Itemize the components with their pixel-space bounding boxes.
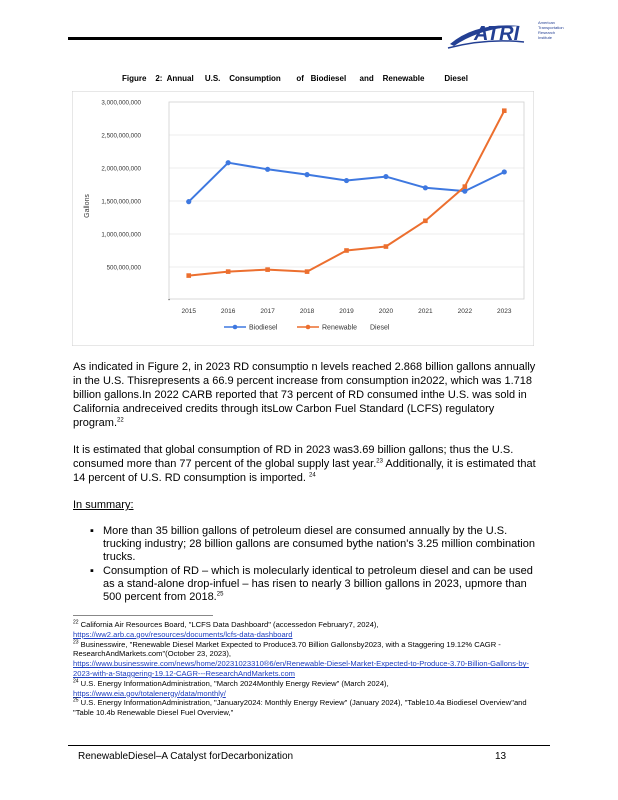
x-tick-label: 2020	[378, 308, 394, 315]
page-number: 13	[495, 751, 507, 762]
footnote-ref: 25	[216, 591, 224, 598]
footnote-ref: 22	[117, 417, 124, 424]
y-axis-label: Gallons	[84, 194, 91, 218]
logo-tagline-line: Research	[538, 30, 556, 35]
footnote-25	[73, 698, 543, 718]
x-tick-label: 2022	[457, 308, 473, 315]
x-tick-label: 2023	[497, 308, 512, 315]
y-tick-label: 500,000,000	[106, 264, 141, 272]
bullet-icon: ▪	[90, 525, 94, 537]
header-rule	[68, 37, 442, 40]
data-point-biodiesel	[502, 169, 507, 174]
footnote-text: Businesswire, "Renewable Diesel Market Expected to Produce3.70 Billion Gallonsby2023, with a Staggering 19.12% CAGR - ResearchAndMarkets.com"(October 23, 2023),	[73, 639, 501, 659]
logo-tagline-line: Institute	[538, 35, 553, 40]
footnote-text: U.S. Energy InformationAdministration, "March 2024Monthly Energy Review" (March 2024),	[78, 678, 389, 688]
x-tick-label: 2021	[418, 308, 433, 315]
x-tick-label: 2018	[299, 308, 315, 315]
data-point-renewable-diesel	[344, 248, 349, 253]
data-point-biodiesel	[344, 178, 349, 183]
y-tick-label: 2,000,000,000	[101, 165, 141, 173]
data-point-biodiesel	[186, 199, 191, 204]
y-tick-label: 1,500,000,000	[101, 198, 141, 206]
paragraph-rd-consumption	[73, 360, 543, 430]
data-point-renewable-diesel	[423, 219, 428, 224]
data-point-biodiesel	[423, 185, 428, 190]
footnote-number: 23	[73, 639, 79, 646]
data-point-biodiesel	[383, 174, 388, 179]
legend-label-diesel: Diesel	[370, 324, 390, 332]
footnote-link[interactable]: https://ww2.arb.ca.gov/resources/documents/lcfs-data-dashboard	[73, 629, 293, 639]
paragraph-global-consumption	[73, 443, 543, 485]
footnote-22	[73, 620, 543, 640]
y-zero-label: -	[167, 296, 171, 304]
footer-rule	[68, 745, 550, 746]
data-point-renewable-diesel	[265, 267, 270, 272]
footnote-text: California Air Resources Board, "LCFS Data Dashboard" (accessedon February7, 2024),	[78, 620, 379, 629]
legend-marker-biodiesel	[233, 325, 238, 330]
footnote-24	[73, 679, 543, 699]
list-item	[90, 565, 538, 604]
footnotes	[73, 620, 543, 718]
footnote-ref: 23	[376, 458, 383, 465]
footnote-text: U.S. Energy InformationAdministration, "January2024: Monthly Energy Review" (January 2024), "Table10.4a Biodiesel Overview"and "Table 10.4b Renewable Diesel Fuel Overview,"	[73, 698, 527, 718]
legend-label-biodiesel: Biodiesel	[249, 324, 278, 332]
data-point-biodiesel	[265, 167, 270, 172]
logo-tagline-line: American	[538, 20, 555, 25]
footnote-number: 22	[73, 619, 79, 626]
summary-heading: In summary:	[73, 499, 134, 511]
x-tick-label: 2019	[339, 308, 354, 315]
x-tick-label: 2017	[260, 308, 275, 315]
legend-label-renewable: Renewable	[322, 324, 358, 332]
footnote-separator	[73, 615, 213, 616]
summary-list	[90, 525, 538, 605]
x-tick-label: 2016	[220, 308, 236, 315]
paragraph-text: As indicated in Figure 2, in 2023 RD consumptio n levels reached 2.868 billion gallons annually in the U.S. Thisrepresents a 66.9 percent increase from consumption in2022, which was 1.718 billion gallons.In 2022 CARB reported that 73 percent of RD consumed inthe U.S. was sold in California andreceived credits through itsLow Carbon Fuel Standard (LCFS) regulatory program.	[73, 361, 536, 429]
footnote-23	[73, 640, 543, 679]
data-point-biodiesel	[304, 172, 309, 177]
data-point-renewable-diesel	[305, 269, 310, 274]
x-tick-label: 2015	[181, 308, 196, 315]
logo-tagline-line: Transportation	[538, 25, 564, 30]
data-point-renewable-diesel	[384, 244, 389, 249]
footnote-number: 25	[73, 697, 79, 704]
figure-title-text: Figure 2: Annual U.S. Consumption of Biodiesel and Renewable Diesel	[122, 74, 468, 83]
list-item-text: Consumption of RD – which is molecularly identical to petroleum diesel and can be used as a stand-alone drop-infuel – has risen to nearly 3 billion gallons in 2023, upmore than 500 percent from 2018.	[103, 565, 533, 603]
y-tick-label: 2,500,000,000	[101, 132, 141, 140]
data-point-renewable-diesel	[502, 108, 507, 113]
x-tick-labels	[181, 308, 511, 315]
consumption-line-chart	[72, 91, 534, 346]
legend-marker-renewable	[306, 325, 311, 330]
data-point-renewable-diesel	[463, 184, 468, 189]
paragraph-text: It is estimated that global consumption of RD in 2023 was3.69 billion gallons; thus the U.S. consumed more than 77 percent of the global supply last year.	[73, 444, 514, 470]
atri-logo	[446, 18, 578, 52]
paragraph-text: Additionally, it is estimated that 14 percent of U.S. RD consumption is imported.	[73, 458, 536, 484]
y-tick-label: 1,000,000,000	[101, 231, 141, 239]
footnote-link[interactable]: https://www.eia.gov/totalenergy/data/monthly/	[73, 688, 226, 698]
footnote-number: 24	[73, 678, 79, 685]
list-item-text: More than 35 billion gallons of petroleum diesel are consumed annually by the U.S. trucking industry; 28 billion gallons are consumed bythe nation's 3.25 million combination trucks.	[103, 525, 535, 563]
footnote-ref: 24	[309, 472, 316, 479]
logo-text: ATRI	[474, 23, 520, 45]
y-tick-label: 3,000,000,000	[101, 99, 141, 107]
list-item	[90, 525, 538, 564]
footer-title: RenewableDiesel–A Catalyst forDecarbonization	[78, 751, 294, 762]
footnote-link[interactable]: https://www.businesswire.com/news/home/20231023310®6/en/Renewable-Diesel-Market-Expected-to-Produce-3.70-Billion-Gallons-by-2023-with-a-Staggering-19.12-CAGR---ResearchAndMarkets.com	[73, 659, 529, 678]
data-point-renewable-diesel	[186, 273, 191, 278]
bullet-icon: ▪	[90, 565, 94, 577]
data-point-biodiesel	[226, 160, 231, 165]
data-point-renewable-diesel	[226, 269, 231, 274]
